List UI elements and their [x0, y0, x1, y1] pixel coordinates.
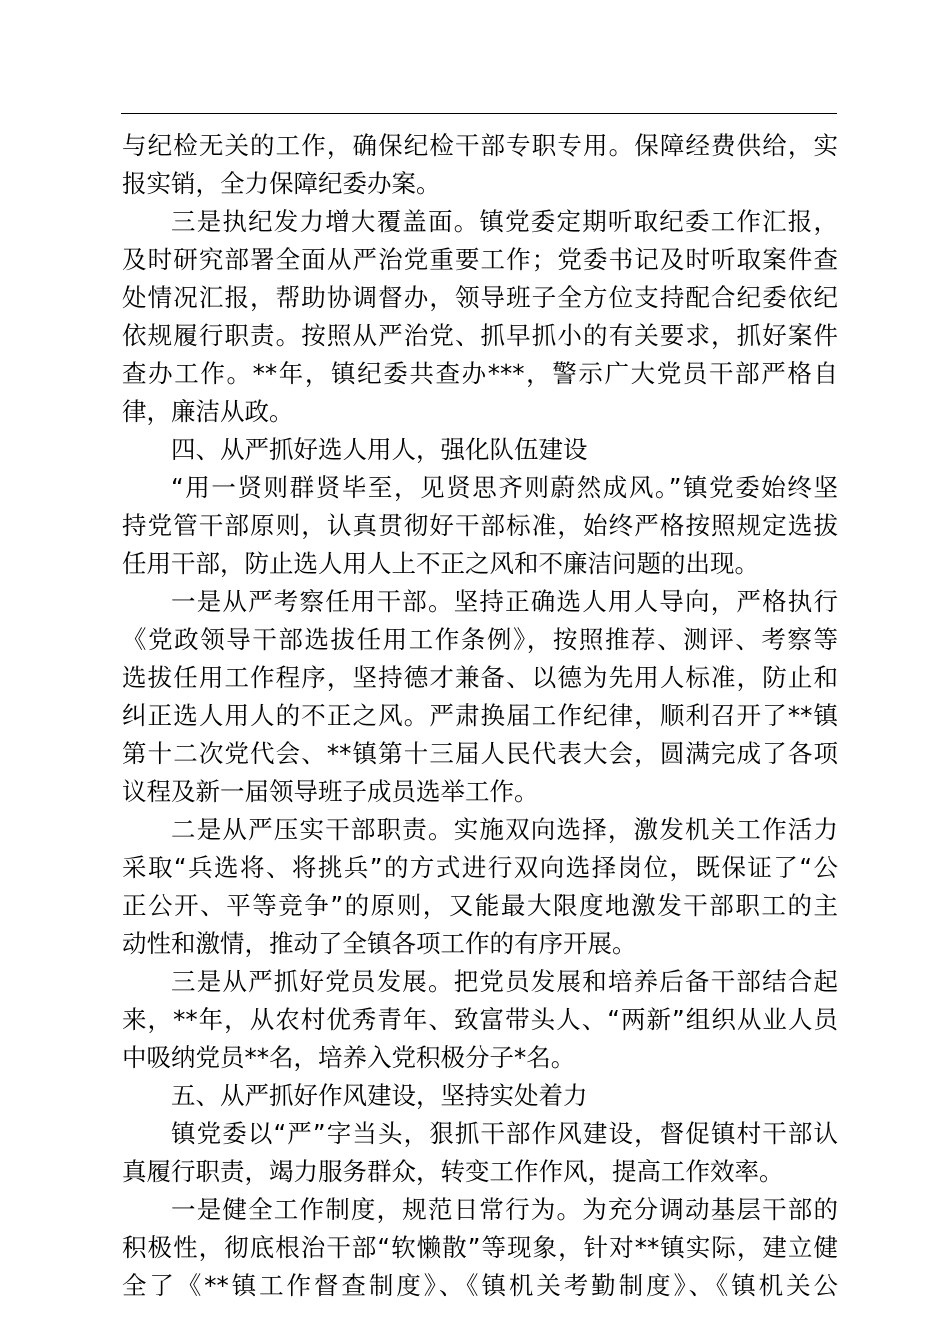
- text-line: 依规履行职责。按照从严治党、抓早抓小的有关要求，抓好案件: [122, 321, 838, 350]
- text-line: 来，**年，从农村优秀青年、致富带头人、“两新”组织从业人员: [122, 1005, 838, 1034]
- text-line: 纠正选人用人的不正之风。严肃换届工作纪律，顺利召开了**镇: [122, 701, 838, 730]
- text-line: 第十二次党代会、**镇第十三届人民代表大会，圆满完成了各项: [122, 739, 838, 768]
- text-line: 三是从严抓好党员发展。把党员发展和培养后备干部结合起: [171, 967, 838, 996]
- text-line: 一是健全工作制度，规范日常行为。为充分调动基层干部的: [171, 1195, 838, 1224]
- text-line: 全了《**镇工作督查制度》、《镇机关考勤制度》、《镇机关公: [122, 1271, 838, 1300]
- body-text: [122, 127, 838, 1305]
- text-line: 一是从严考察任用干部。坚持正确选人用人导向，严格执行: [171, 587, 838, 616]
- text-line: 持党管干部原则，认真贯彻好干部标准，始终严格按照规定选拔: [122, 511, 838, 540]
- text-line: 任用干部，防止选人用人上不正之风和不廉洁问题的出现。: [122, 549, 759, 578]
- header-rule: [121, 113, 837, 114]
- text-line: 报实销，全力保障纪委办案。: [122, 169, 441, 198]
- text-line: 三是执纪发力增大覆盖面。镇党委定期听取纪委工作汇报，: [171, 207, 838, 236]
- text-line: 四、从严抓好选人用人，强化队伍建设: [171, 435, 588, 464]
- text-line: 五、从严抓好作风建设，坚持实处着力: [171, 1081, 588, 1110]
- text-line: 查办工作。**年，镇纪委共查办***，警示广大党员干部严格自: [122, 359, 838, 388]
- text-line: 中吸纳党员**名，培养入党积极分子*名。: [122, 1043, 576, 1072]
- text-line: 及时研究部署全面从严治党重要工作；党委书记及时听取案件查: [122, 245, 838, 274]
- text-line: 采取“兵选将、将挑兵”的方式进行双向选择岗位，既保证了“公: [122, 853, 838, 882]
- text-line: 选拔任用工作程序，坚持德才兼备、以德为先用人标准，防止和: [122, 663, 838, 692]
- text-line: 律，廉洁从政。: [122, 397, 294, 426]
- text-line: 处情况汇报，帮助协调督办，领导班子全方位支持配合纪委依纪: [122, 283, 838, 312]
- text-line: 与纪检无关的工作，确保纪检干部专职专用。保障经费供给，实: [122, 131, 838, 160]
- text-line: 议程及新一届领导班子成员选举工作。: [122, 777, 539, 806]
- text-line: 镇党委以“严”字当头，狠抓干部作风建设，督促镇村干部认: [171, 1119, 838, 1148]
- text-line: 《党政领导干部选拔任用工作条例》，按照推荐、测评、考察等: [122, 625, 838, 654]
- text-line: 积极性，彻底根治干部“软懒散”等现象，针对**镇实际，建立健: [122, 1233, 838, 1262]
- text-line: 二是从严压实干部职责。实施双向选择，激发机关工作活力: [171, 815, 838, 844]
- text-line: 真履行职责，竭力服务群众，转变工作作风，提高工作效率。: [122, 1157, 784, 1186]
- text-line: 正公开、平等竞争”的原则，又能最大限度地激发干部职工的主: [122, 891, 838, 920]
- text-line: “用一贤则群贤毕至，见贤思齐则蔚然成风。”镇党委始终坚: [171, 473, 838, 502]
- text-line: 动性和激情，推动了全镇各项工作的有序开展。: [122, 929, 637, 958]
